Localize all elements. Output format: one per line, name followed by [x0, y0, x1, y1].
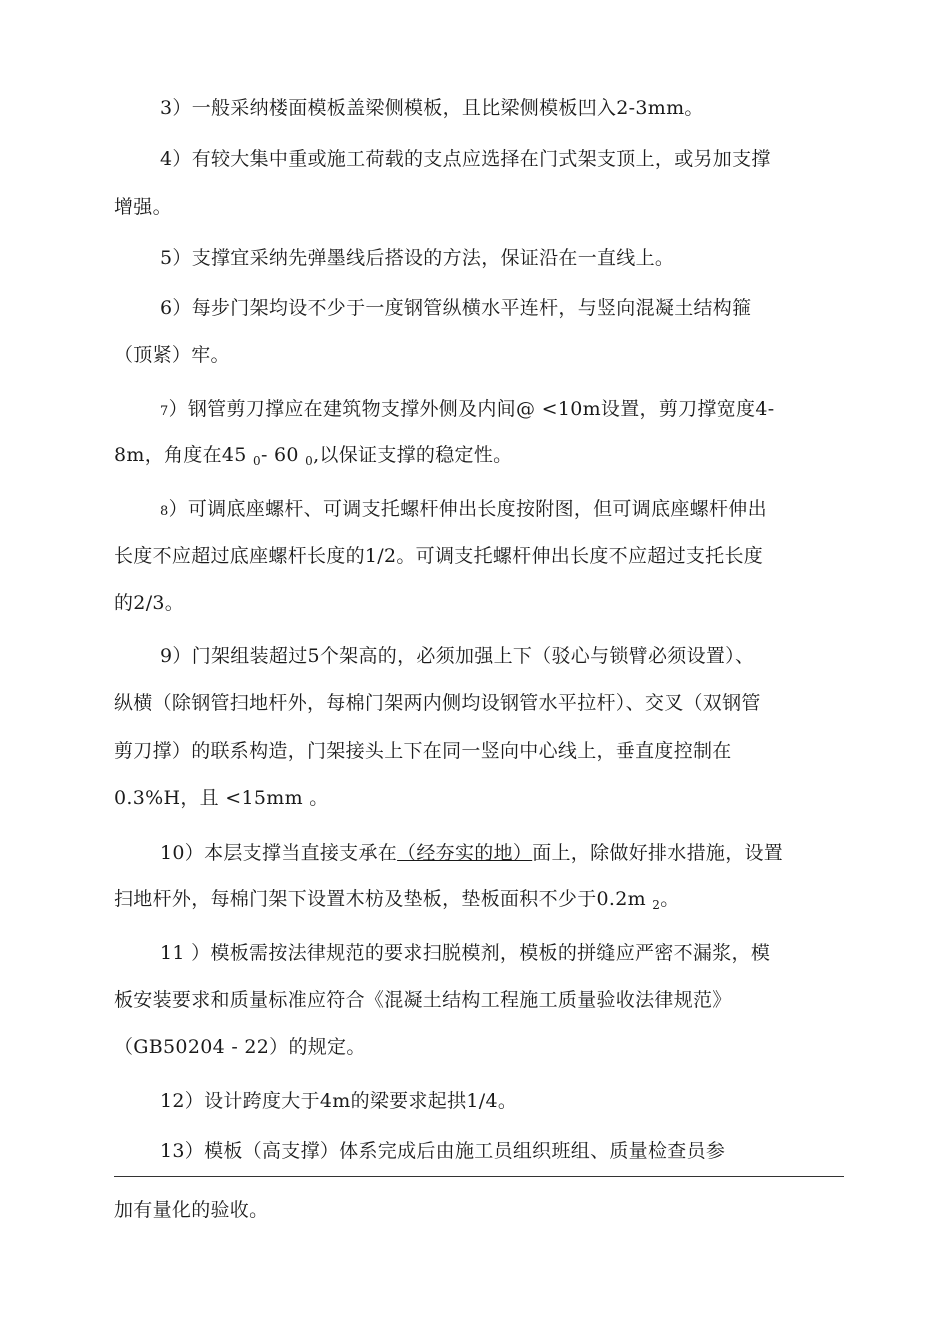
- horizontal-rule: [114, 1176, 844, 1177]
- item-10-superscript: 2: [652, 898, 661, 912]
- item-10-underlined-text: （经夯实的地）: [397, 842, 533, 864]
- item-12: 12）设计跨度大于4m的梁要求起拱1/4。: [160, 1090, 518, 1112]
- item-5: 5）支撑宜采纳先弹墨线后搭设的方法，保证沿在一直线上。: [160, 247, 675, 269]
- item-9-line-1: 9）门架组装超过5个架高的，必须加强上下（驳心与锁臂必须设置）、: [160, 645, 755, 667]
- item-10-line-2-b: 。: [660, 888, 680, 910]
- item-8-number: 8: [160, 504, 169, 519]
- item-8-line-1-text: ）可调底座螺杆、可调支托螺杆伸出长度按附图，但可调底座螺杆伸出: [168, 498, 767, 520]
- item-7-degree-1: 0: [253, 454, 261, 468]
- item-13-line-1: 13）模板（高支撑）体系完成后由施工员组织班组、质量检查员参: [160, 1140, 726, 1162]
- item-6-line-2: （顶紧）牢。: [114, 344, 230, 366]
- item-7-degree-2: 0: [305, 454, 314, 468]
- item-7-line-1: [160, 396, 774, 425]
- item-11-line-1: 11 ）模板需按法律规范的要求扫脱模剂，模板的拼缝应严密不漏浆，模: [160, 942, 771, 964]
- item-13-line-2: 加有量化的验收。: [114, 1199, 269, 1221]
- item-8-line-3: 的2/3。: [114, 592, 185, 614]
- item-11-line-2: 板安装要求和质量标准应符合《混凝土结构工程施工质量验收法律规范》: [114, 989, 732, 1011]
- item-10-line-2-a: 扫地杆外，每棉门架下设置木枋及垫板，垫板面积不少于0.2m: [114, 888, 653, 910]
- item-10-line-2: [114, 886, 680, 914]
- item-7-number: 7: [160, 404, 169, 419]
- item-7-line-2-c: ,以保证支撑的稳定性。: [313, 444, 513, 466]
- item-7-line-2-b: - 60: [260, 444, 306, 466]
- item-7-line-1-text: ）钢管剪刀撑应在建筑物支撑外侧及内间@ <10m设置，剪刀撑宽度4-: [168, 398, 775, 420]
- item-4-line-1: 4）有较大集中重或施工荷载的支点应选择在门式架支顶上，或另加支撑: [160, 148, 771, 170]
- item-7-line-2-a: 8m，角度在45: [114, 444, 254, 466]
- item-8-line-1: [160, 496, 767, 525]
- item-3: 3）一般采纳楼面模板盖梁侧模板，且比梁侧模板凹入2-3mm。: [160, 97, 704, 119]
- item-9-line-3: 剪刀撑）的联系构造，门架接头上下在同一竖向中心线上，垂直度控制在: [114, 740, 732, 762]
- item-9-line-2: 纵横（除钢管扫地杆外，每棉门架两内侧均设钢管水平拉杆）、交叉（双钢管: [114, 692, 761, 714]
- item-8-line-2: 长度不应超过底座螺杆长度的1/2。可调支托螺杆伸出长度不应超过支托长度: [114, 545, 764, 567]
- item-10-line-1-a: 10）本层支撑当直接支承在: [160, 842, 398, 864]
- item-6-line-1: 6）每步门架均设不少于一度钢管纵横水平连杆，与竖向混凝土结构箍: [160, 297, 752, 319]
- item-9-line-4: 0.3%H，且 <15mm 。: [114, 787, 329, 809]
- item-11-line-3: （GB50204 - 22）的规定。: [114, 1036, 366, 1058]
- item-4-line-2: 增强。: [114, 196, 172, 218]
- item-10-line-1-b: 面上，除做好排水措施，设置: [532, 842, 784, 864]
- item-10-line-1: [160, 840, 783, 866]
- item-7-line-2: [114, 442, 512, 470]
